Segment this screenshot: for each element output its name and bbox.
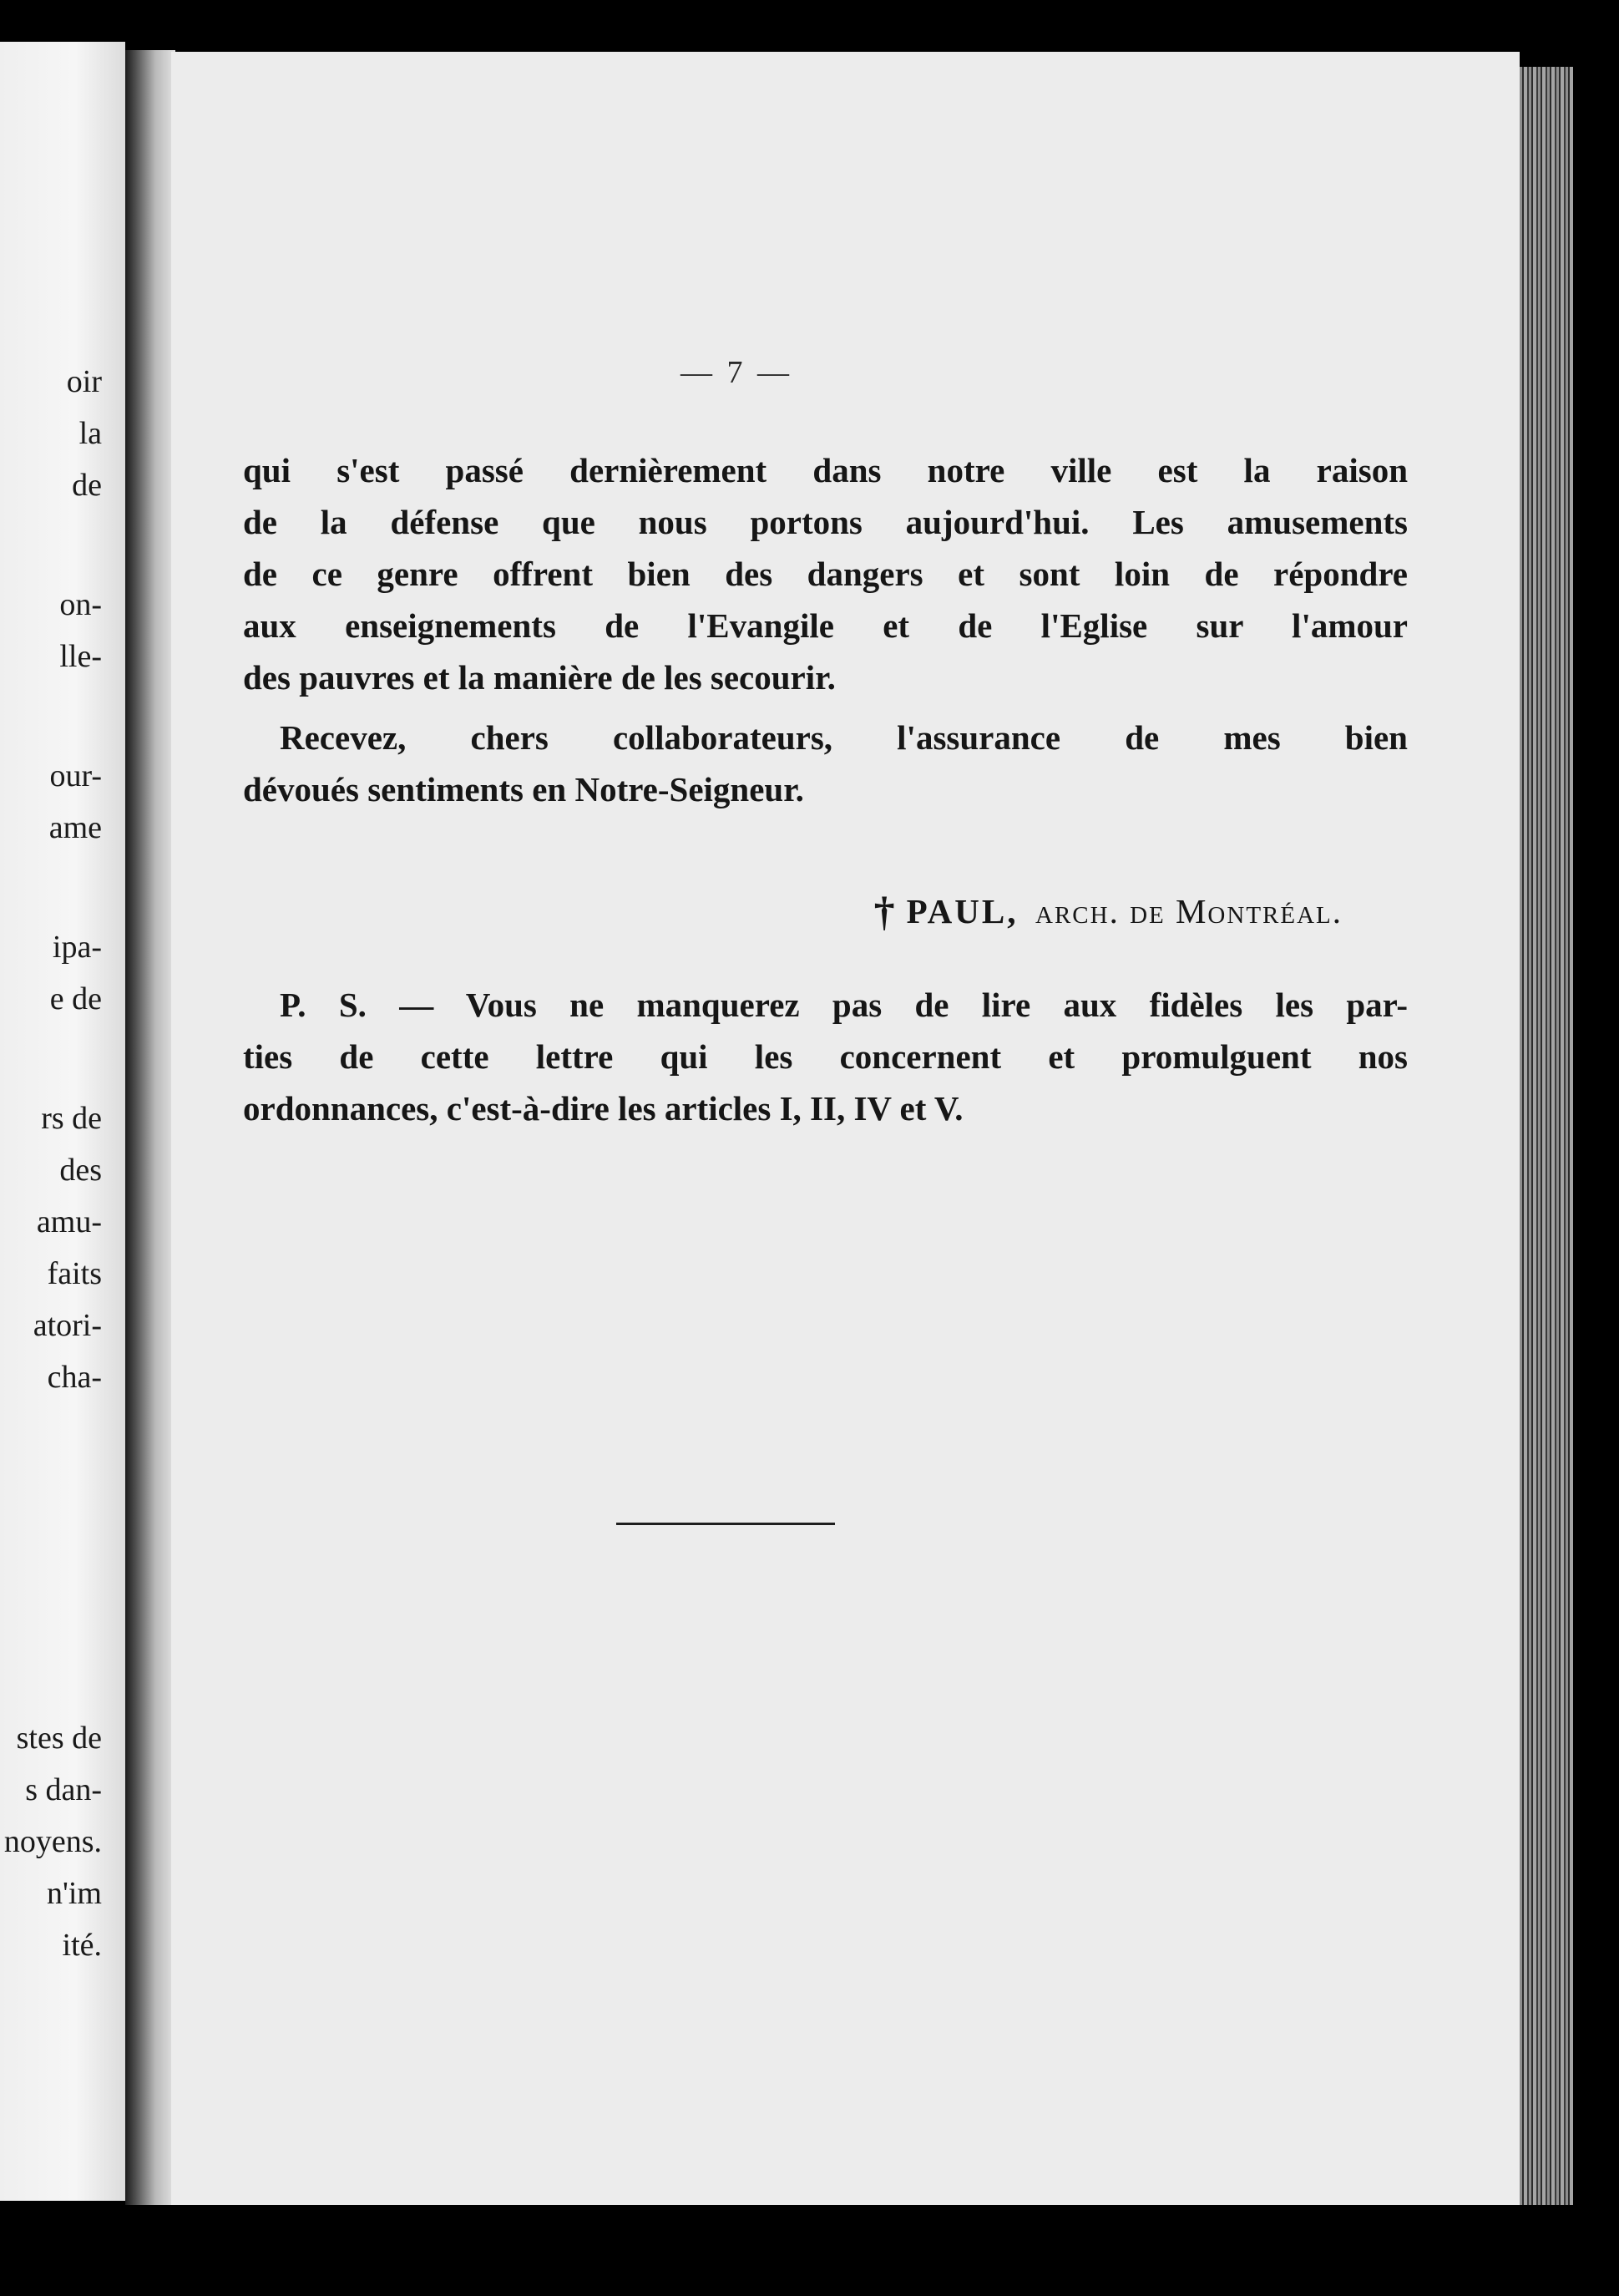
text-line: P. S. — Vous ne manquerez pas de lire aux fidèles les par- bbox=[280, 986, 1408, 1024]
left-text-fragment: faits bbox=[47, 1256, 102, 1291]
text-line: ties de cette lettre qui les concernent et promulguent nos bbox=[243, 1037, 1408, 1076]
text-line: ordonnances, c'est-à-dire les articles I, II, IV et V. bbox=[243, 1089, 964, 1128]
left-text-fragment: des bbox=[59, 1153, 102, 1188]
text-line: Recevez, chers collaborateurs, l'assurance de mes bien bbox=[280, 718, 1408, 757]
left-text-fragment: e de bbox=[49, 981, 102, 1016]
page-edges bbox=[1520, 67, 1573, 2205]
text-line: aux enseignements de l'Evangile et de l'Eglise sur l'amour bbox=[243, 606, 1408, 645]
left-text-fragment: stes de bbox=[16, 1721, 102, 1756]
left-text-fragment: on- bbox=[59, 587, 102, 622]
left-text-fragment: our- bbox=[49, 758, 102, 793]
left-text-fragment: s dan- bbox=[25, 1772, 102, 1807]
paragraph-1 bbox=[243, 444, 1408, 703]
left-text-fragment: amu- bbox=[36, 1204, 102, 1239]
left-text-fragment: la bbox=[78, 416, 102, 451]
text-line: de ce genre offrent bien des dangers et sont loin de répondre bbox=[243, 555, 1408, 593]
postscript bbox=[243, 979, 1408, 1134]
left-text-fragment: ipa- bbox=[52, 930, 102, 965]
text-line: dévoués sentiments en Notre-Seigneur. bbox=[243, 770, 804, 808]
previous-page bbox=[0, 42, 125, 2201]
text-line: de la défense que nous portons aujourd'hui. Les amusements bbox=[243, 503, 1408, 541]
left-text-fragment: n'im bbox=[47, 1876, 102, 1911]
signature bbox=[171, 887, 1343, 935]
left-text-fragment: atori- bbox=[33, 1308, 102, 1343]
signature-name: PAUL, bbox=[906, 892, 1019, 930]
end-rule bbox=[616, 1523, 835, 1525]
text-line: qui s'est passé dernièrement dans notre ville est la raison bbox=[243, 451, 1408, 489]
left-text-fragment: rs de bbox=[41, 1101, 102, 1136]
left-text-fragment: de bbox=[72, 468, 102, 503]
paragraph-2 bbox=[243, 712, 1408, 815]
book-page bbox=[171, 52, 1520, 2205]
text-line: des pauvres et la manière de les secourir. bbox=[243, 658, 836, 697]
left-text-fragment: cha- bbox=[47, 1360, 102, 1395]
signature-title: arch. de Montréal. bbox=[1035, 892, 1343, 930]
left-text-fragment: noyens. bbox=[3, 1824, 102, 1859]
left-text-fragment: lle- bbox=[59, 639, 102, 674]
left-text-fragment: oir bbox=[66, 364, 102, 399]
page-number: — 7 — bbox=[680, 355, 792, 390]
left-text-fragment: ame bbox=[48, 810, 102, 845]
left-text-fragment: ité. bbox=[62, 1928, 102, 1963]
cross-icon: † bbox=[873, 888, 895, 935]
book-binding bbox=[125, 50, 175, 2205]
